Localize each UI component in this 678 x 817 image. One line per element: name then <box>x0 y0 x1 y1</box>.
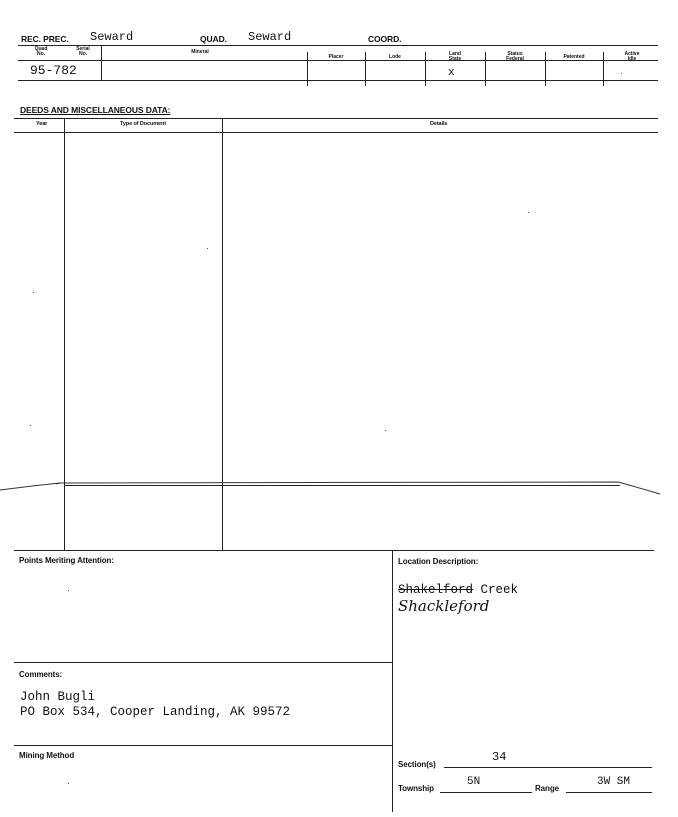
col-patented: Patented <box>563 54 585 60</box>
mining-method-label: Mining Method <box>19 751 75 760</box>
col-placer: Placer <box>328 54 344 60</box>
location-handwritten-correction: Shackleford <box>398 597 490 615</box>
speck <box>30 425 31 426</box>
header-divider <box>101 45 102 80</box>
coord-label: COORD. <box>368 34 402 44</box>
col-active-idle: Active Idle <box>624 51 640 62</box>
section-fill-line <box>444 767 652 768</box>
township-label: Township <box>398 784 434 793</box>
lower-center-divider <box>392 550 393 812</box>
col-type-of-document: Type of Document <box>120 121 166 127</box>
header-top-line <box>18 45 658 46</box>
section-label: Section(s) <box>398 760 436 769</box>
speck <box>528 212 529 213</box>
township-fill-line <box>440 792 532 793</box>
location-typed-remainder: Creek <box>473 583 519 597</box>
range-label: Range <box>535 784 559 793</box>
location-typed-text <box>398 583 518 597</box>
header-divider <box>365 52 366 86</box>
location-struck-word: Shakelford <box>398 583 474 597</box>
header-col-line <box>18 60 658 61</box>
speck <box>33 292 34 293</box>
col-quad-no: Quad No. <box>34 46 48 57</box>
header-divider <box>603 52 604 86</box>
col-lode: Lode <box>389 54 401 60</box>
speck <box>621 73 622 74</box>
comments-line-2: PO Box 534, Cooper Landing, AK 99572 <box>20 705 291 719</box>
rec-prec-value: Seward <box>90 30 134 44</box>
range-fill-line <box>566 792 652 793</box>
col-status-federal: Status Federal <box>506 51 524 62</box>
comments-line-1: John Bugli <box>20 690 96 704</box>
range-value: 3W SM <box>597 776 631 788</box>
col-year: Year <box>36 121 48 127</box>
header-bottom-line <box>18 80 658 81</box>
rec-prec-label: REC. PREC. <box>21 34 69 44</box>
mining-method-top-line <box>14 745 392 746</box>
location-description-label: Location Description: <box>398 557 479 566</box>
deeds-title: DEEDS AND MISCELLANEOUS DATA: <box>20 105 171 115</box>
points-meriting-attention-label: Points Meriting Attention: <box>19 556 114 565</box>
deeds-header-line <box>14 132 658 133</box>
speck <box>207 248 208 249</box>
deeds-top-line <box>14 118 658 119</box>
col-mineral: Mineral <box>191 49 209 55</box>
quad-value: Seward <box>248 30 292 44</box>
speck <box>68 783 69 784</box>
township-value: 5N <box>467 776 481 788</box>
col-serial-no: Serial No. <box>76 46 90 57</box>
comments-top-line <box>14 662 392 663</box>
col-details: Details <box>430 121 448 127</box>
land-state-mark: x <box>448 67 455 79</box>
deeds-lower-line <box>64 485 620 486</box>
header-divider <box>307 52 308 86</box>
section-value: 34 <box>492 750 507 764</box>
header-divider <box>425 52 426 86</box>
comments-label: Comments: <box>19 670 63 679</box>
speck <box>385 430 386 431</box>
quad-serial-number: 95-782 <box>30 63 77 78</box>
quad-label: QUAD. <box>200 34 227 44</box>
lower-top-line <box>14 550 654 551</box>
col-land-state: Land State <box>448 51 462 62</box>
header-divider <box>485 52 486 86</box>
fold-crease <box>0 476 678 500</box>
speck <box>68 590 69 591</box>
header-divider <box>545 52 546 86</box>
